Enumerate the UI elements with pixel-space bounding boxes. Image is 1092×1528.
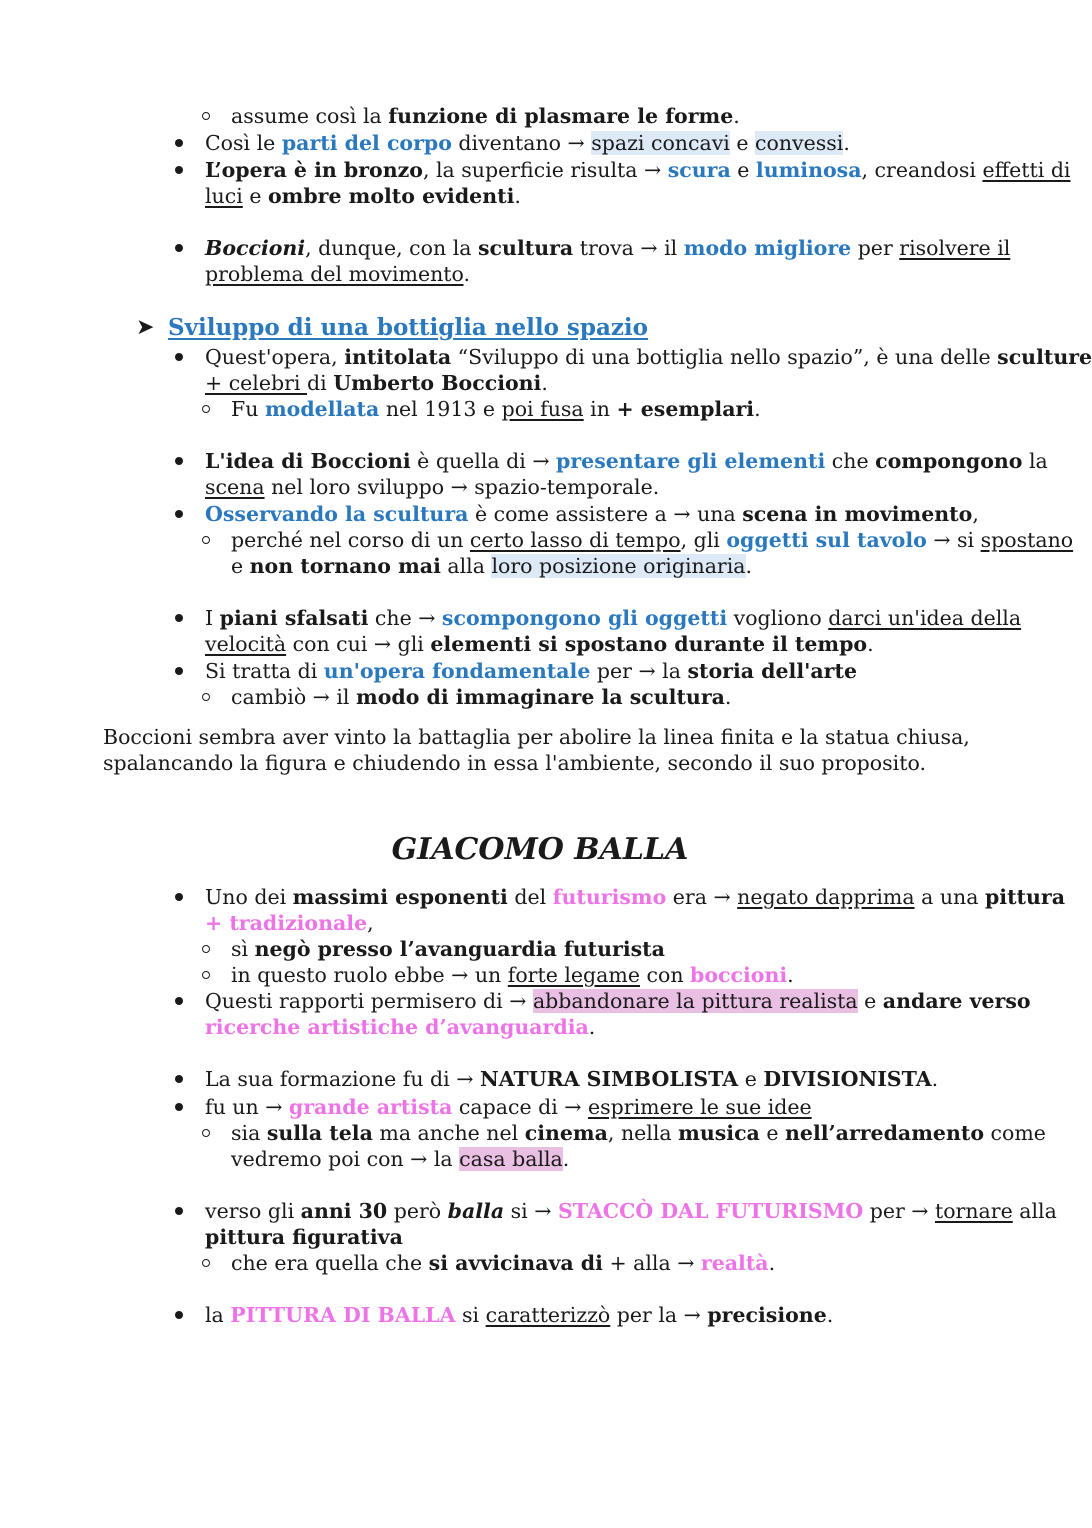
text-line <box>205 261 470 287</box>
text: capace di → <box>452 1095 588 1119</box>
text: per → <box>863 1199 935 1223</box>
text: , creandosi <box>861 158 983 182</box>
text: + tradizionale <box>205 911 368 935</box>
text: ma anche nel <box>372 1121 525 1145</box>
text: . <box>745 554 753 578</box>
text-line <box>205 605 1021 631</box>
text: darci un'idea della <box>828 606 1022 630</box>
text: nell’arredamento <box>785 1121 984 1145</box>
text-line <box>205 344 1092 370</box>
text: nel 1913 e <box>379 397 502 421</box>
circle-bullet <box>202 1259 210 1267</box>
text: . <box>588 1015 596 1039</box>
text: + celebri <box>205 371 307 395</box>
text-line <box>231 936 665 962</box>
text: cambiò → il <box>231 685 357 709</box>
text: . <box>826 1303 834 1327</box>
text: luminosa <box>755 158 862 182</box>
text: spazi concavi <box>591 131 730 155</box>
text: boccioni <box>690 963 788 987</box>
text: ricerche artistiche d’avanguardia <box>205 1015 589 1039</box>
text: assume così la <box>231 104 389 128</box>
bullet <box>175 893 183 901</box>
text: in questo ruolo ebbe → un <box>231 963 508 987</box>
text: funzione di plasmare le forme <box>388 104 734 128</box>
text: elementi si spostano durante il tempo <box>430 632 868 656</box>
text: Si tratta di <box>205 659 324 683</box>
subsection-title[interactable]: Sviluppo di una bottiglia nello spazio <box>168 314 648 341</box>
text-line <box>205 1198 1057 1224</box>
text: . <box>733 104 740 128</box>
text: DIVISIONISTA <box>763 1067 932 1091</box>
text: Questi rapporti permisero di → <box>205 989 533 1013</box>
text: , gli <box>680 528 727 552</box>
text: Quest'opera, <box>205 345 345 369</box>
bullet <box>175 166 183 174</box>
section-title: GIACOMO BALLA <box>391 832 689 867</box>
circle-bullet <box>202 971 210 979</box>
circle-bullet <box>202 1129 210 1137</box>
text-line <box>231 684 731 710</box>
text-line <box>205 157 1071 183</box>
text: diventano → <box>451 131 592 155</box>
text: problema del movimento <box>205 262 464 286</box>
text-line <box>205 183 521 209</box>
text-line <box>205 235 1010 261</box>
text: che → <box>368 606 442 630</box>
text: PITTURA DI BALLA <box>230 1303 456 1327</box>
text: “Sviluppo di una bottiglia nello spazio”, è una delle <box>451 345 998 369</box>
text: caratterizzò <box>485 1303 611 1327</box>
text: anni 30 <box>300 1199 388 1223</box>
text: e <box>857 989 883 1013</box>
text: realtà <box>700 1251 769 1275</box>
text: scultura <box>478 236 574 260</box>
text: si <box>455 1303 486 1327</box>
text: + alla → <box>602 1251 701 1275</box>
text: Uno dei <box>205 885 293 909</box>
bullet <box>175 614 183 622</box>
circle-bullet <box>202 945 210 953</box>
text: verso gli <box>205 1199 301 1223</box>
text: luci <box>205 184 243 208</box>
text-line <box>205 501 979 527</box>
text: , la superficie risulta → <box>422 158 668 182</box>
text: cinema <box>524 1121 608 1145</box>
text-line <box>231 103 740 129</box>
text: negò presso l’avanguardia futurista <box>254 937 665 961</box>
text: oggetti sul tavolo <box>726 528 927 552</box>
text: e <box>242 184 268 208</box>
text: perché nel corso di un <box>231 528 470 552</box>
text-line <box>205 1066 938 1092</box>
circle-bullet <box>202 405 210 413</box>
text: compongono <box>875 449 1023 473</box>
circle-bullet <box>202 693 210 701</box>
text: . <box>931 1067 939 1091</box>
text: balla <box>447 1199 505 1223</box>
text: sculture <box>997 345 1092 369</box>
text-line <box>205 884 1065 910</box>
text: per la → <box>610 1303 708 1327</box>
paragraph-line: spalancando la figura e chiudendo in essa l'ambiente, secondo il suo proposito. <box>103 751 926 775</box>
text: come <box>984 1121 1046 1145</box>
text-line <box>205 631 874 657</box>
text: . <box>867 632 874 656</box>
text: e <box>729 131 756 155</box>
text: era → <box>666 885 738 909</box>
text-line <box>231 1120 1046 1146</box>
text: che <box>825 449 876 473</box>
text: e <box>231 554 250 578</box>
text-line <box>231 1250 775 1276</box>
text: scompongono gli oggetti <box>441 606 728 630</box>
text-line <box>205 1302 833 1328</box>
text: + esemplari <box>616 397 755 421</box>
text: , <box>972 502 979 526</box>
text-line <box>205 988 1031 1014</box>
text-line <box>231 962 794 988</box>
text: sulla tela <box>266 1121 373 1145</box>
text: . <box>768 1251 776 1275</box>
text: nel loro sviluppo → spazio-temporale. <box>264 475 660 499</box>
text: modellata <box>264 397 380 421</box>
text: intitolata <box>344 345 452 369</box>
text: pittura figurativa <box>205 1225 403 1249</box>
text: Così le <box>205 131 282 155</box>
text: in <box>583 397 617 421</box>
text: modo di immaginare la scultura <box>356 685 725 709</box>
text: alla <box>440 554 492 578</box>
arrowhead-bullet-icon: ➤ <box>136 315 155 340</box>
text: L'idea di Boccioni <box>205 449 411 473</box>
text: alla <box>1012 1199 1057 1223</box>
text: . <box>541 371 548 395</box>
text: Osservando la scultura <box>205 502 469 526</box>
text: I <box>205 606 220 630</box>
text: casa balla <box>459 1147 563 1171</box>
text-line <box>231 527 1073 553</box>
text-line <box>205 910 374 936</box>
bullet <box>175 667 183 675</box>
text: la <box>205 1303 231 1327</box>
text: vedremo poi con → la <box>231 1147 460 1171</box>
text: di <box>307 371 334 395</box>
text: negato dapprima <box>737 885 915 909</box>
text: pittura <box>984 885 1066 909</box>
text: che era quella che <box>231 1251 429 1275</box>
text: risolvere il <box>899 236 1011 260</box>
text: del <box>507 885 553 909</box>
bullet <box>175 510 183 518</box>
text: , nella <box>607 1121 679 1145</box>
text: esprimere le sue idee <box>588 1095 812 1119</box>
text-line <box>205 448 1048 474</box>
text-line <box>205 130 850 156</box>
text-line <box>205 370 548 396</box>
text: vogliono <box>727 606 829 630</box>
text: si avvicinava di <box>428 1251 603 1275</box>
bullet <box>175 139 183 147</box>
text: abbandonare la pittura realista <box>532 989 858 1013</box>
text: ombre molto evidenti <box>267 184 515 208</box>
text-line <box>231 553 752 579</box>
text: è quella di → <box>410 449 557 473</box>
text: → si <box>926 528 981 552</box>
text: NATURA SIMBOLISTA <box>479 1067 739 1091</box>
text: scena in movimento <box>742 502 973 526</box>
circle-bullet <box>202 536 210 544</box>
bullet <box>175 244 183 252</box>
text: con cui → gli <box>286 632 431 656</box>
text: sì <box>231 937 255 961</box>
bullet <box>175 457 183 465</box>
text: loro posizione originaria <box>491 554 746 578</box>
text: piani sfalsati <box>219 606 369 630</box>
text-line <box>205 1014 595 1040</box>
text: Fu <box>231 397 265 421</box>
text: presentare gli elementi <box>556 449 826 473</box>
text: a una <box>914 885 985 909</box>
bullet <box>175 997 183 1005</box>
text: modo migliore <box>683 236 852 260</box>
text: scura <box>667 158 731 182</box>
text: tornare <box>934 1199 1013 1223</box>
bullet <box>175 1207 183 1215</box>
text: Boccioni <box>205 236 306 260</box>
bullet <box>175 1103 183 1111</box>
text: si → <box>504 1199 558 1223</box>
text-line <box>205 1224 403 1250</box>
text: e <box>738 1067 764 1091</box>
text: La sua formazione fu di → <box>205 1067 480 1091</box>
text: scena <box>205 475 265 499</box>
text-line <box>231 1146 569 1172</box>
text: per → la <box>590 659 688 683</box>
text: , <box>367 911 374 935</box>
text: massimi esponenti <box>292 885 508 909</box>
text: la <box>1022 449 1048 473</box>
text: storia dell'arte <box>687 659 857 683</box>
text: forte legame <box>507 963 640 987</box>
text: sia <box>231 1121 267 1145</box>
text: L’opera è in bronzo <box>205 158 423 182</box>
text: . <box>562 1147 570 1171</box>
text: , dunque, con la <box>305 236 479 260</box>
text: un'opera fondamentale <box>323 659 591 683</box>
bullet <box>175 1311 183 1319</box>
text: e <box>759 1121 786 1145</box>
text: per <box>851 236 900 260</box>
text: . <box>787 963 794 987</box>
text: con <box>639 963 691 987</box>
circle-bullet <box>202 112 210 120</box>
text: STACCÒ DAL FUTURISMO <box>557 1199 864 1223</box>
text: . <box>754 397 761 421</box>
text: precisione <box>707 1303 827 1327</box>
text: . <box>514 184 521 208</box>
text: non tornano mai <box>249 554 441 578</box>
text: . <box>463 262 471 286</box>
text: musica <box>678 1121 760 1145</box>
text: convessi <box>755 131 844 155</box>
text: poi fusa <box>501 397 584 421</box>
text: effetti di <box>982 158 1071 182</box>
text: fu un → <box>205 1095 289 1119</box>
text-line <box>205 658 857 684</box>
text: parti del corpo <box>281 131 452 155</box>
text: velocità <box>205 632 287 656</box>
text: spostano <box>980 528 1074 552</box>
text: e <box>730 158 756 182</box>
text: futurismo <box>552 885 667 909</box>
paragraph-line: Boccioni sembra aver vinto la battaglia per abolire la linea finita e la statua chiusa, <box>103 725 970 749</box>
text: grande artista <box>288 1095 453 1119</box>
bullet <box>175 1075 183 1083</box>
text: però <box>387 1199 448 1223</box>
text: Umberto Boccioni <box>333 371 542 395</box>
text-line <box>231 396 761 422</box>
text-line <box>205 474 659 500</box>
text: andare verso <box>882 989 1031 1013</box>
text: . <box>843 131 850 155</box>
bullet <box>175 353 183 361</box>
text: . <box>724 685 732 709</box>
text: certo lasso di tempo <box>469 528 681 552</box>
text-line <box>205 1094 812 1120</box>
text: trova → il <box>573 236 684 260</box>
text: è come assistere a → una <box>468 502 743 526</box>
